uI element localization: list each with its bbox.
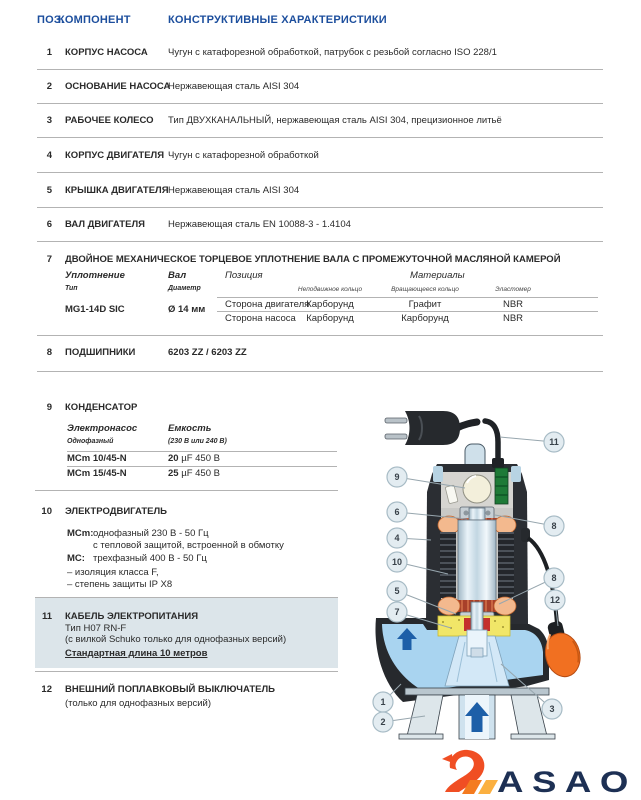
svg-text:4: 4 xyxy=(394,533,400,543)
svg-text:7: 7 xyxy=(394,607,400,617)
seal-col-header: Материалы xyxy=(410,270,465,281)
callout-4 xyxy=(387,528,407,548)
row-number: 4 xyxy=(46,150,52,161)
callout-8-lower xyxy=(544,568,564,588)
row-number: 6 xyxy=(46,219,52,230)
capacitor xyxy=(463,475,491,503)
svg-text:9: 9 xyxy=(394,472,400,482)
stator xyxy=(440,532,456,598)
motor-mcm-text: однофазный 230 В - 50 Гц xyxy=(93,528,209,539)
seal-col-header: Вал xyxy=(168,270,187,281)
divider xyxy=(37,207,603,208)
component-desc: Нержавеющая сталь AISI 304 xyxy=(168,185,300,196)
motor-bullet: – изоляция класса F, xyxy=(67,567,159,578)
header-component: КОМПОНЕНТ xyxy=(58,14,131,26)
svg-text:5: 5 xyxy=(394,586,400,596)
component-name: ВНЕШНИЙ ПОПЛАВКОВЫЙ ВЫКЛЮЧАТЕЛЬ xyxy=(65,684,276,695)
header-characteristics: КОНСТРУКТИВНЫЕ ХАРАКТЕРИСТИКИ xyxy=(168,14,387,26)
seal-subcol: Неподвижное кольцо xyxy=(297,286,363,293)
divider xyxy=(37,137,603,138)
divider xyxy=(37,172,603,173)
seal-fixed: Карборунд xyxy=(306,313,354,324)
header-pos: ПОЗ. xyxy=(37,14,65,26)
float-note: (только для однофазных версий) xyxy=(65,698,212,709)
callout-8-upper xyxy=(544,516,564,536)
row-number: 11 xyxy=(41,611,52,622)
motor-mc-text: трехфазный 400 В - 50 Гц xyxy=(93,553,207,564)
motor-bullet: – степень защиты IP X8 xyxy=(67,579,173,590)
seal-title: ДВОЙНОЕ МЕХАНИЧЕСКОЕ ТОРЦЕВОЕ УПЛОТНЕНИЕ ВАЛА С ПРОМЕЖУТОЧНОЙ МАСЛЯНОЙ КАМЕРОЙ xyxy=(65,254,561,265)
divider xyxy=(37,103,603,104)
divider xyxy=(35,671,338,672)
row-number: 12 xyxy=(41,684,52,695)
component-name: ПОДШИПНИКИ xyxy=(65,347,136,358)
callout-6 xyxy=(387,502,407,522)
component-name: КОРПУС ДВИГАТЕЛЯ xyxy=(65,150,165,161)
brand-logo-text: ASAO xyxy=(497,766,637,799)
divider xyxy=(67,466,337,467)
row-number: 7 xyxy=(46,254,52,265)
svg-text:10: 10 xyxy=(391,557,403,567)
callout-9 xyxy=(387,467,407,487)
component-name: КОНДЕНСАТОР xyxy=(65,402,138,413)
cable-length: Стандартная длина 10 метров xyxy=(65,648,208,659)
callout-12 xyxy=(545,590,565,610)
component-desc: 6203 ZZ / 6203 ZZ xyxy=(168,347,247,358)
seal-rotating: Графит xyxy=(408,299,442,310)
capacitor-subcol: (230 В или 240 В) xyxy=(168,438,227,445)
motor-mc-label: MC: xyxy=(67,553,85,564)
divider xyxy=(217,311,598,312)
svg-text:8: 8 xyxy=(551,573,557,583)
row-number: 10 xyxy=(41,506,52,517)
component-name: КАБЕЛЬ ЭЛЕКТРОПИТАНИЯ xyxy=(65,611,199,622)
component-name: ВАЛ ДВИГАТЕЛЯ xyxy=(65,219,145,230)
pump-model: MCm 15/45-N xyxy=(67,468,127,479)
motor-mcm-text2: с тепловой защитой, встроенной в обмотку xyxy=(93,540,284,551)
mechanical-seal xyxy=(464,618,471,631)
seal-col-header: Позиция xyxy=(225,270,263,281)
component-desc: Нержавеющая сталь AISI 304 xyxy=(168,81,300,92)
component-desc: Нержавеющая сталь EN 10088-3 - 1.4104 xyxy=(168,219,351,230)
row-number: 2 xyxy=(46,81,52,92)
component-name: ЭЛЕКТРОДВИГАТЕЛЬ xyxy=(65,506,167,517)
capacitor-value: 25 µF 450 В xyxy=(168,468,220,479)
seal-fixed: Карборунд xyxy=(306,299,354,310)
component-name: ОСНОВАНИЕ НАСОСА xyxy=(65,81,171,92)
row-number: 1 xyxy=(46,47,52,58)
callout-1 xyxy=(373,692,393,712)
divider xyxy=(37,69,603,70)
seal-elastomer: NBR xyxy=(502,299,524,310)
divider xyxy=(37,335,603,336)
callout-10 xyxy=(387,552,407,572)
svg-text:12: 12 xyxy=(549,595,561,605)
svg-text:8: 8 xyxy=(551,521,557,531)
component-desc: Чугун с катафорезной обработкой xyxy=(168,150,319,161)
seal-position: Сторона насоса xyxy=(225,313,296,324)
callout-7 xyxy=(387,602,407,622)
component-name: РАБОЧЕЕ КОЛЕСО xyxy=(65,115,154,126)
svg-text:2: 2 xyxy=(380,717,386,727)
component-name: КОРПУС НАСОСА xyxy=(65,47,148,58)
seal-position: Сторона двигателя xyxy=(225,299,310,310)
seal-subcol: Эластомер xyxy=(495,286,531,293)
cable-note: (с вилкой Schuko только для однофазных версий) xyxy=(65,634,287,645)
divider xyxy=(35,490,338,491)
capacitor-subcol: Однофазный xyxy=(67,438,114,445)
row-number: 9 xyxy=(46,402,52,413)
svg-text:1: 1 xyxy=(380,697,386,707)
callout-11 xyxy=(544,432,564,452)
callout-3 xyxy=(542,699,562,719)
motor-mcm-label: MCm: xyxy=(67,528,94,539)
row-number: 3 xyxy=(46,115,52,126)
callout-5 xyxy=(387,581,407,601)
rotor-shaft xyxy=(458,520,496,602)
callout-2 xyxy=(373,712,393,732)
divider xyxy=(37,241,603,242)
capacitor-col: Емкость xyxy=(168,423,212,434)
pump-model: MCm 10/45-N xyxy=(67,453,127,464)
capacitor-col: Электронасос xyxy=(67,423,138,434)
capacitor-value: 20 µF 450 В xyxy=(168,453,220,464)
seal-subcol: Вращающееся кольцо xyxy=(391,286,459,293)
row-number: 5 xyxy=(46,185,52,196)
component-desc: Тип ДВУХКАНАЛЬНЫЙ, нержавеющая сталь AISI 304, прецизионное литьё xyxy=(168,115,502,126)
row-number: 8 xyxy=(46,347,52,358)
seal-subcol: Диаметр xyxy=(168,285,201,292)
divider xyxy=(67,451,337,452)
divider xyxy=(217,297,598,298)
power-plug-icon xyxy=(385,411,460,445)
seal-col-header: Уплотнение xyxy=(65,270,125,281)
component-name: КРЫШКА ДВИГАТЕЛЯ xyxy=(65,185,169,196)
terminal-block xyxy=(495,468,508,504)
seal-rotating: Карборунд xyxy=(401,313,449,324)
pump-diagram xyxy=(361,378,641,770)
seal-subcol: Тип xyxy=(65,285,78,292)
seal-diameter: Ø 14 мм xyxy=(168,304,206,315)
component-desc: Чугун с катафорезной обработкой, патрубок с резьбой согласно ISO 228/1 xyxy=(168,47,497,58)
divider xyxy=(37,371,603,372)
svg-text:11: 11 xyxy=(549,437,559,447)
cable-type: Тип H07 RN-F xyxy=(65,623,127,634)
svg-text:6: 6 xyxy=(394,507,400,517)
seal-elastomer: NBR xyxy=(502,313,524,324)
seal-type: MG1-14D SIC xyxy=(65,304,125,315)
svg-text:3: 3 xyxy=(549,704,555,714)
